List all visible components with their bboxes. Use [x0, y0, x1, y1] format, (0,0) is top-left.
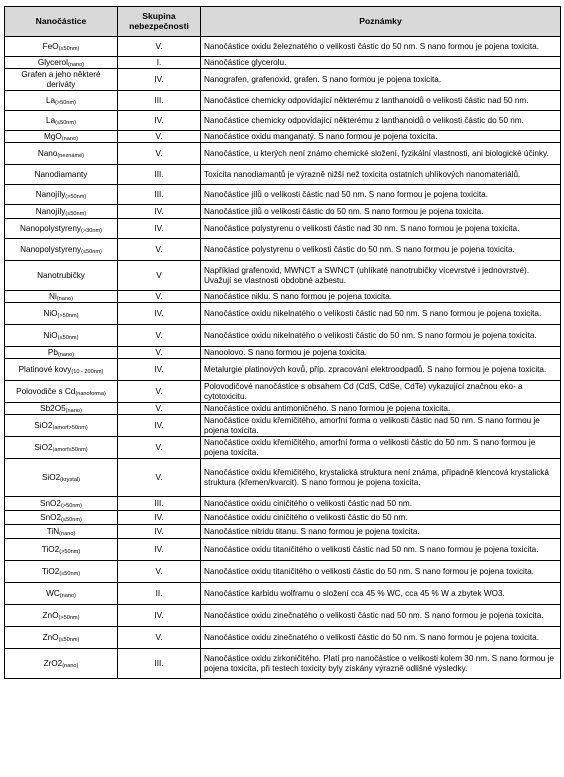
nanoparticle-name: [5, 131, 118, 143]
nanoparticle-formula: Polovodiče s Cd: [16, 386, 76, 396]
nanoparticle-formula: La: [46, 115, 56, 125]
table-row: [5, 627, 561, 649]
hazard-group: IV.: [118, 415, 201, 437]
note: Nanočástice oxidu železnatého o velikosti částic do 50 nm. S nano formou je pojena toxicita.: [201, 37, 561, 57]
nanoparticle-size-qualifier: (amorf>50nm): [52, 424, 88, 431]
note: Polovodičové nanočástice s obsahem Cd (CdS, CdSe, CdTe) vykazující značnou eko- a cytotoxicitu.: [201, 381, 561, 403]
table-row: [5, 525, 561, 539]
nanoparticle-formula: Glycerol: [37, 57, 68, 67]
table-row: [5, 291, 561, 303]
table-row: [5, 111, 561, 131]
note: Nanoolovo. S nano formou je pojena toxicita.: [201, 347, 561, 359]
header-notes: Poznámky: [201, 7, 561, 37]
nanoparticle-name: [5, 325, 118, 347]
nanoparticle-formula: ZnO: [42, 610, 59, 620]
note: Nanočástice oxidu zinečnatého o velikosti částic do 50 nm. S nano formou je pojena toxicita.: [201, 627, 561, 649]
table-body: [5, 37, 561, 679]
note: Nanočástice oxidu křemičitého, krystalická struktura není známa, případně klencová krystalická struktura (křemen/kvarcit). S nano formou je pojena toxicita.: [201, 459, 561, 497]
nanoparticle-formula: Nanodiamanty: [34, 169, 88, 179]
hazard-group: III.: [118, 185, 201, 205]
table-row: [5, 539, 561, 561]
hazard-group: IV.: [118, 525, 201, 539]
table-row: [5, 91, 561, 111]
table-row: [5, 165, 561, 185]
hazard-group: IV.: [118, 511, 201, 525]
table-row: [5, 261, 561, 291]
nanoparticle-name: [5, 143, 118, 165]
table-row: [5, 185, 561, 205]
note: Metalurgie platinových kovů, příp. zpracování elektroodpadů. S nano formou je pojena toxicita.: [201, 359, 561, 381]
nanoparticle-size-qualifier: (≤50nm): [58, 45, 80, 52]
nanoparticle-name: [5, 57, 118, 69]
nanoparticle-name: [5, 219, 118, 239]
nanoparticle-name: [5, 381, 118, 403]
note: Nanočástice, u kterých není známo chemické složení, fyzikální vlastnosti, ani biologické účinky.: [201, 143, 561, 165]
table-row: [5, 303, 561, 325]
nanoparticle-formula: Nanojíly: [35, 206, 66, 216]
nanoparticle-formula: MgO: [44, 131, 62, 141]
nanoparticle-name: [5, 649, 118, 679]
note: Nanočástice oxidu ciničitého o velikosti částic nad 50 nm.: [201, 497, 561, 511]
nanoparticle-formula: ZrO2: [43, 658, 63, 668]
nanoparticle-size-qualifier: (nano): [57, 351, 75, 358]
hazard-group: V.: [118, 291, 201, 303]
table-row: [5, 69, 561, 91]
nanoparticle-formula: TiO2: [41, 544, 60, 554]
nanoparticle-name: [5, 459, 118, 497]
note: Nanočástice polystyrenu o velikosti částic nad 30 nm. S nano formou je pojena toxicita.: [201, 219, 561, 239]
nanoparticle-name: [5, 111, 118, 131]
nanoparticle-name: [5, 583, 118, 605]
table-row: [5, 219, 561, 239]
note: Nanočástice oxidu křemičitého, amorfní forma o velikosti částic nad 50 nm. S nano formou je pojena toxicita.: [201, 415, 561, 437]
nanoparticle-size-qualifier: (>50nm): [57, 312, 79, 319]
nanoparticle-name: [5, 91, 118, 111]
nanoparticle-size-qualifier: (>50nm): [58, 614, 80, 621]
nanoparticle-formula: Platinové kovy: [18, 364, 72, 374]
nanoparticle-name: [5, 261, 118, 291]
table-row: [5, 649, 561, 679]
nanoparticle-name: [5, 605, 118, 627]
hazard-group: IV.: [118, 111, 201, 131]
note: Nanočástice niklu. S nano formou je pojena toxicita.: [201, 291, 561, 303]
note: Nanočástice oxidu titaničitého o velikosti částic nad 50 nm. S nano formou je pojena toxicita.: [201, 539, 561, 561]
table-row: [5, 37, 561, 57]
nanoparticle-name: [5, 205, 118, 219]
note: Nanočástice oxidu zinečnatého o velikosti částic nad 50 nm. S nano formou je pojena toxicita.: [201, 605, 561, 627]
nanoparticle-name: [5, 539, 118, 561]
nanoparticle-formula: Nanotrubičky: [37, 270, 85, 280]
nanoparticle-size-qualifier: (≤50nm): [58, 636, 80, 643]
hazard-group: V.: [118, 37, 201, 57]
table-row: [5, 359, 561, 381]
nanoparticle-name: [5, 415, 118, 437]
nanoparticle-formula: SiO2: [34, 442, 53, 452]
nanoparticle-size-qualifier: (≤50nm): [81, 248, 102, 255]
hazard-group: I.: [118, 57, 201, 69]
nanoparticle-size-qualifier: (nano): [59, 530, 76, 537]
nanoparticle-formula: SnO2: [40, 498, 61, 508]
nanoparticle-size-qualifier: (>50nm): [59, 548, 81, 555]
nanoparticle-formula: Nanojíly: [35, 189, 66, 199]
note: Nanočástice oxidu titaničitého o velikosti částic do 50 nm. S nano formou je pojena toxicita.: [201, 561, 561, 583]
nanoparticle-formula: SiO2: [41, 472, 61, 482]
nanoparticle-formula: TiN: [46, 526, 60, 536]
hazard-group: V.: [118, 347, 201, 359]
table-row: [5, 437, 561, 459]
hazard-group: IV.: [118, 539, 201, 561]
table-row: [5, 347, 561, 359]
nanoparticle-size-qualifier: (nano): [67, 61, 85, 68]
note: Nanočástice oxidu manganatý. S nano formou je pojena toxicita.: [201, 131, 561, 143]
hazard-group: V.: [118, 561, 201, 583]
table-row: [5, 325, 561, 347]
table-row: [5, 415, 561, 437]
note: Nanočástice oxidu antimoničného. S nano formou je pojena toxicita.: [201, 403, 561, 415]
hazard-group: V.: [118, 627, 201, 649]
note: Toxicita nanodiamantů je výrazně nižší než toxicita ostatních uhlíkových nanomateriálů.: [201, 165, 561, 185]
hazard-group: III.: [118, 649, 201, 679]
nanoparticle-formula: SnO2: [40, 512, 62, 522]
hazard-group: IV.: [118, 219, 201, 239]
nanoparticle-size-qualifier: (amorf≤50nm): [52, 446, 88, 453]
nanoparticle-formula: TiO2: [41, 566, 60, 576]
nanoparticle-name: [5, 359, 118, 381]
nanoparticle-size-qualifier: (nano): [61, 135, 78, 142]
note: Nanočástice oxidu nikelnatého o velikosti částic do 50 nm. S nano formou je pojena toxicita.: [201, 325, 561, 347]
nanoparticle-formula: NiO: [43, 330, 58, 340]
nanoparticle-size-qualifier: (10 - 200nm): [71, 368, 104, 375]
nanoparticle-name: [5, 627, 118, 649]
nanoparticle-size-qualifier: (≤50nm): [65, 210, 87, 217]
hazard-group: V: [118, 261, 201, 291]
hazard-group: III.: [118, 497, 201, 511]
hazard-group: V.: [118, 143, 201, 165]
nanoparticle-name: [5, 347, 118, 359]
note: Nanočástice oxidu zirkoničitého. Platí pro nanočástice o velikosti kolem 30 nm. S nano formou je pojena toxicita, při testech toxicity byly získány výrazně odlišné výsledky.: [201, 649, 561, 679]
table-row: [5, 583, 561, 605]
nanoparticle-formula: Nanopolystyreny: [20, 223, 81, 233]
hazard-group: V.: [118, 403, 201, 415]
note: Nanočástice glycerolu.: [201, 57, 561, 69]
nanoparticle-formula: Nano: [37, 148, 58, 158]
table-row: [5, 403, 561, 415]
nanoparticle-formula: Grafen a jeho některé deriváty: [21, 69, 101, 89]
hazard-group: IV.: [118, 205, 201, 219]
header-hazard-group: Skupina nebezpečnosti: [118, 7, 201, 37]
hazard-group: II.: [118, 583, 201, 605]
hazard-group: IV.: [118, 359, 201, 381]
nanoparticle-size-qualifier: (nano): [59, 592, 76, 599]
note: Nanočástice oxidu ciničitého o velikosti částic do 50 nm.: [201, 511, 561, 525]
nanoparticle-name: [5, 561, 118, 583]
nanoparticle-size-qualifier: (>50nm): [55, 99, 77, 106]
nanoparticle-size-qualifier: (nanoforma): [75, 390, 106, 397]
nanoparticle-size-qualifier: (nano): [56, 295, 73, 302]
table-row: [5, 459, 561, 497]
nanoparticle-size-qualifier: (neznámé): [57, 152, 85, 159]
table-row: [5, 605, 561, 627]
nanoparticle-formula: NiO: [43, 308, 58, 318]
nanoparticle-formula: SiO2: [34, 420, 53, 430]
nanoparticle-name: [5, 239, 118, 261]
nanoparticle-size-qualifier: (krystal): [60, 476, 81, 483]
hazard-group: V.: [118, 381, 201, 403]
nanoparticle-formula: WC: [46, 588, 60, 598]
nanoparticle-name: [5, 37, 118, 57]
nanoparticle-formula: Sb2O5: [40, 403, 66, 413]
nanoparticles-table: [4, 6, 561, 679]
note: Nanočástice oxidu křemičitého, amorfní forma o velikosti částic do 50 nm. S nano formou je pojena toxicita.: [201, 437, 561, 459]
nanoparticle-name: [5, 525, 118, 539]
note: Nanografen, grafenoxid, grafen. S nano formou je pojena toxicita.: [201, 69, 561, 91]
hazard-group: V.: [118, 325, 201, 347]
note: Nanočástice nitridu titanu. S nano formou je pojena toxicita.: [201, 525, 561, 539]
hazard-group: V.: [118, 459, 201, 497]
nanoparticle-size-qualifier: (≤50nm): [55, 119, 76, 126]
nanoparticle-name: [5, 185, 118, 205]
hazard-group: IV.: [118, 605, 201, 627]
table-row: [5, 511, 561, 525]
hazard-group: III.: [118, 91, 201, 111]
hazard-group: V.: [118, 437, 201, 459]
note: Například grafenoxid, MWNCT a SWNCT (uhlíkaté nanotrubičky vícevrstvé i jednovrstvé). Uvažují se vlastnosti obdobné azbestu.: [201, 261, 561, 291]
hazard-group: IV.: [118, 303, 201, 325]
table-row: [5, 131, 561, 143]
nanoparticle-formula: Ni: [49, 291, 57, 301]
nanoparticle-size-qualifier: (>50nm): [60, 502, 82, 509]
note: Nanočástice jílů o velikosti částic nad 50 nm. S nano formou je pojena toxicita.: [201, 185, 561, 205]
nanoparticle-size-qualifier: (≤50nm): [61, 516, 82, 523]
nanoparticle-name: [5, 403, 118, 415]
table-row: [5, 143, 561, 165]
nanoparticle-formula: ZnO: [42, 632, 59, 642]
nanoparticle-size-qualifier: (>50nm): [65, 193, 87, 200]
table-row: [5, 561, 561, 583]
hazard-group: III.: [118, 165, 201, 185]
table-row: [5, 57, 561, 69]
table-row: [5, 205, 561, 219]
hazard-group: V.: [118, 239, 201, 261]
nanoparticle-size-qualifier: (>30nm): [80, 227, 102, 234]
note: Nanočástice polystyrenu o velikosti částic do 50 nm. S nano formou je pojena toxicita.: [201, 239, 561, 261]
note: Nanočástice chemicky odpovídající některému z lanthanoidů o velikosti částic do 50 nm.: [201, 111, 561, 131]
nanoparticle-formula: Nanopolystyreny: [20, 244, 82, 254]
nanoparticle-name: [5, 303, 118, 325]
nanoparticle-name: [5, 437, 118, 459]
nanoparticle-size-qualifier: (nano): [65, 407, 82, 414]
table-row: [5, 497, 561, 511]
note: Nanočástice jílů o velikosti částic do 50 nm. S nano formou je pojena toxicita.: [201, 205, 561, 219]
table-row: [5, 381, 561, 403]
header-nanoparticle: Nanočástice: [5, 7, 118, 37]
note: Nanočástice chemicky odpovídající některému z lanthanoidů o velikosti částic nad 50 nm.: [201, 91, 561, 111]
nanoparticle-formula: Pb: [47, 347, 58, 357]
note: Nanočástice karbidu wolframu o složení cca 45 % WC, cca 45 % W a zbytek WO3.: [201, 583, 561, 605]
nanoparticle-name: [5, 511, 118, 525]
hazard-group: V.: [118, 131, 201, 143]
table-header-row: [5, 7, 561, 37]
note: Nanočástice oxidu nikelnatého o velikosti částic nad 50 nm. S nano formou je pojena toxicita.: [201, 303, 561, 325]
nanoparticle-size-qualifier: (nano): [62, 662, 79, 669]
nanoparticle-size-qualifier: (≤50nm): [57, 334, 79, 341]
hazard-group: IV.: [118, 69, 201, 91]
nanoparticle-size-qualifier: (≤50nm): [59, 570, 81, 577]
nanoparticle-name: [5, 165, 118, 185]
nanoparticle-formula: La: [45, 95, 56, 105]
table-row: [5, 239, 561, 261]
nanoparticle-name: [5, 291, 118, 303]
nanoparticle-formula: FeO: [42, 41, 59, 51]
nanoparticle-name: [5, 497, 118, 511]
nanoparticle-name: [5, 69, 118, 91]
